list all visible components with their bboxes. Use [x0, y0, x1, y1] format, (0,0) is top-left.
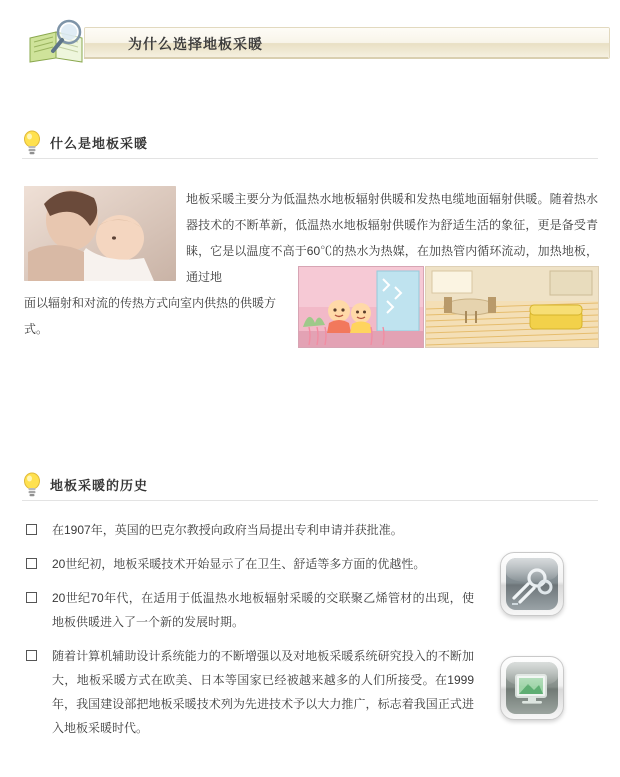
- list-item-text: 随着计算机辅助设计系统能力的不断增强以及对地板采暖系统研究投入的不断加大，地板采暖方式在欧美、日本等国家已经被越来越多的人们所接受。在1999年，我国建设部把地板采暖技术列为先进技术予以大力推广，标志着我国正式进入地板采暖时代。: [52, 649, 474, 735]
- book-magnifier-icon: [26, 18, 92, 64]
- section-1-paragraph-1: 地板采暖主要分为低温热水地板辐射供暖和发热电缆地面辐射供暖。随着热水器技术的不断革新，低温热水地板辐射供暖作为舒适生活的象征，更是备受青睐，它是以温度不高于60℃的热水为热媒，在加热管内循环流动，加热地板，通过地: [186, 192, 598, 284]
- list-item-text: 20世纪初，地板采暖技术开始显示了在卫生、舒适等多方面的优越性。: [52, 557, 426, 571]
- section-1-heading: [0, 130, 620, 160]
- lightbulb-icon: [22, 130, 42, 156]
- section-what-is-floor-heating: [0, 130, 620, 336]
- section-2-heading: [0, 472, 620, 502]
- button-gloss: [506, 662, 558, 686]
- list-item-text: 在1907年，英国的巴克尔教授向政府当局提出专利申请并获批准。: [52, 523, 403, 537]
- section-2-title: 地板采暖的历史: [50, 478, 149, 493]
- living-room-photo: [425, 266, 599, 348]
- list-item: [24, 586, 474, 634]
- pipes-button[interactable]: [500, 552, 564, 616]
- screen-button[interactable]: [500, 656, 564, 720]
- checkbox-icon: [26, 650, 37, 661]
- list-item: [24, 552, 474, 576]
- screen-button-face: [506, 662, 558, 714]
- section-1-divider: [22, 158, 598, 159]
- section-1-body: [0, 168, 620, 368]
- history-bullet-list: [24, 518, 474, 750]
- list-item-text: 20世纪70年代，在适用于低温热水地板辐射采暖的交联聚乙烯管材的出现，使地板供暖进入了一个新的发展时期。: [52, 591, 474, 629]
- checkbox-icon: [26, 524, 37, 535]
- mother-and-baby-photo: [24, 186, 176, 281]
- section-history-of-floor-heating: [0, 472, 620, 735]
- header-underline: [84, 57, 608, 59]
- page-header: [0, 0, 620, 78]
- section-1-title: 什么是地板采暖: [50, 136, 149, 151]
- pipes-button-face: [506, 558, 558, 610]
- list-item: [24, 644, 474, 740]
- checkbox-icon: [26, 592, 37, 603]
- section-1-paragraph-2: 面以辐射和对流的传热方式向室内供热的供暖方式。: [24, 296, 277, 336]
- page-title: 为什么选择地板采暖: [128, 36, 263, 52]
- list-item: [24, 518, 474, 542]
- cartoon-heater-photo: [298, 266, 424, 348]
- checkbox-icon: [26, 558, 37, 569]
- button-gloss: [506, 558, 558, 582]
- section-2-divider: [22, 500, 598, 501]
- lightbulb-icon: [22, 472, 42, 498]
